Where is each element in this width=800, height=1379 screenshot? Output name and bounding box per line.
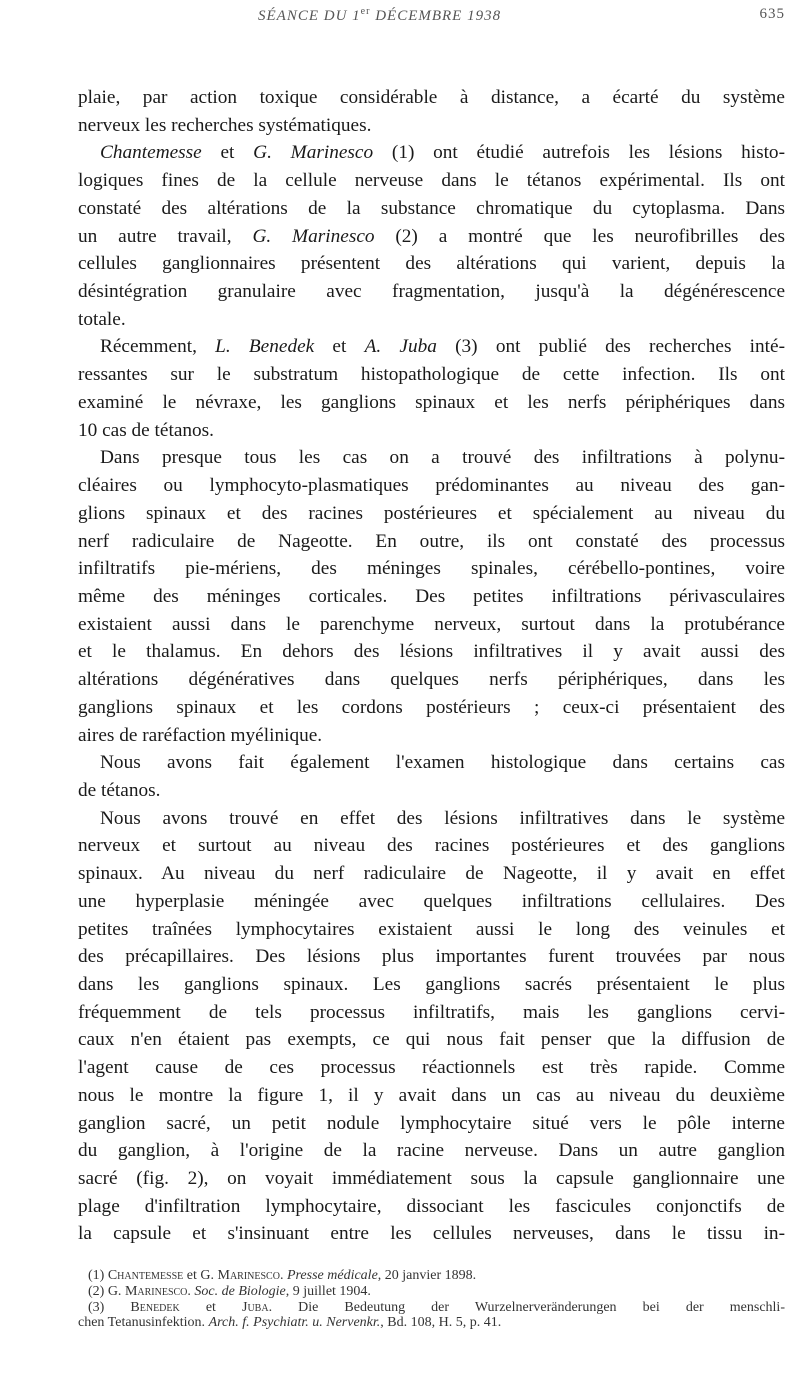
text-line bbox=[78, 555, 785, 583]
text-run: Récemment, bbox=[100, 336, 216, 358]
text-run: (1) ont étudié autrefois les lésions histo- bbox=[373, 142, 785, 164]
text-line bbox=[78, 1054, 785, 1082]
text-run: fréquemment de tels processus infiltratifs, mais les ganglions cervi- bbox=[78, 1001, 785, 1023]
text-line bbox=[78, 333, 785, 361]
text-run: petites traînées lymphocytaires existaient aussi le long des veinules et bbox=[78, 918, 785, 940]
text-run: plaie, par action toxique considérable à distance, a écarté du système bbox=[78, 87, 785, 108]
text-line bbox=[78, 611, 785, 639]
footnote-line bbox=[78, 1268, 785, 1284]
text-line bbox=[78, 749, 785, 777]
italic-run: G. Marinesco bbox=[253, 142, 374, 164]
text-run: (2) G. bbox=[88, 1283, 125, 1299]
text-run: totale. bbox=[78, 308, 126, 330]
text-run: Dans presque tous les cas on a trouvé des infiltrations à polynu- bbox=[100, 447, 785, 469]
text-run: , 9 juillet 1904. bbox=[285, 1283, 371, 1299]
author-name: Marinesco bbox=[217, 1268, 280, 1283]
text-run: (3) bbox=[88, 1299, 131, 1315]
text-line bbox=[78, 250, 785, 278]
body-text bbox=[78, 84, 785, 1248]
footnotes bbox=[78, 1268, 785, 1331]
italic-run: Presse médicale bbox=[286, 1268, 378, 1283]
text-line bbox=[78, 1193, 785, 1221]
running-title-sup: er bbox=[360, 6, 371, 17]
text-line bbox=[78, 167, 785, 195]
footnote-line bbox=[78, 1315, 785, 1331]
text-run: cléaires ou lymphocyto-plasmatiques prédominantes au niveau des gan- bbox=[78, 475, 785, 497]
text-run: et le thalamus. En dehors des lésions infiltratives il y avait aussi des bbox=[78, 641, 785, 663]
italic-run: L. Benedek bbox=[215, 336, 315, 358]
text-line bbox=[78, 805, 785, 833]
italic-run: Chantemesse bbox=[100, 142, 202, 164]
text-run: la capsule et s'insinuant entre les cellules nerveuses, dans le tissu in- bbox=[78, 1223, 785, 1245]
text-run: (1) bbox=[88, 1268, 108, 1283]
text-line bbox=[78, 860, 785, 888]
text-line bbox=[78, 417, 785, 445]
text-run: glions spinaux et des racines postérieures et spécialement au niveau du bbox=[78, 502, 785, 524]
author-name: Juba bbox=[242, 1299, 269, 1315]
text-line bbox=[78, 112, 785, 140]
footnote-line bbox=[78, 1300, 785, 1316]
text-line bbox=[78, 223, 785, 251]
italic-run: Arch. f. Psychiatr. u. Nervenkr. bbox=[208, 1315, 381, 1331]
running-title bbox=[258, 6, 501, 25]
text-run: de tétanos. bbox=[78, 779, 161, 801]
author-name: Chantemesse bbox=[107, 1268, 184, 1283]
text-line bbox=[78, 1026, 785, 1054]
text-run: une hyperplasie méningée avec quelques infiltrations cellulaires. Des bbox=[78, 890, 785, 912]
text-run: et bbox=[314, 336, 365, 358]
text-run: cellules ganglionnaires présentent des altérations qui varient, depuis la bbox=[78, 253, 785, 275]
text-line bbox=[78, 971, 785, 999]
text-run: nerf radiculaire de Nageotte. En outre, ils ont constaté des processus bbox=[78, 530, 785, 552]
text-run: (3) ont publié des recherches inté- bbox=[436, 336, 785, 358]
text-run: . bbox=[187, 1283, 195, 1299]
text-run: et bbox=[179, 1299, 242, 1315]
text-run: aires de raréfaction myélinique. bbox=[78, 724, 323, 746]
text-run: 10 cas de tétanos. bbox=[78, 419, 214, 441]
text-line bbox=[78, 139, 785, 167]
italic-run: G. Marinesco bbox=[252, 225, 375, 247]
text-line bbox=[78, 1165, 785, 1193]
text-line bbox=[78, 444, 785, 472]
text-line bbox=[78, 84, 785, 112]
text-run: désintégration granulaire avec fragmentation, jusqu'à la dégénérescence bbox=[78, 281, 785, 303]
text-line bbox=[78, 1110, 785, 1138]
text-run: sacré (fig. 2), on voyait immédiatement sous la capsule ganglionnaire une bbox=[78, 1168, 785, 1190]
text-run: des précapillaires. Des lésions plus importantes furent trouvées par nous bbox=[78, 946, 785, 968]
text-line bbox=[78, 1082, 785, 1110]
text-run: chen Tetanusinfektion. bbox=[78, 1315, 209, 1331]
text-run: ganglions spinaux et les cordons postérieurs ; ceux-ci présentaient des bbox=[78, 696, 785, 718]
text-run: Nous avons trouvé en effet des lésions infiltratives dans le système bbox=[100, 807, 785, 829]
text-line bbox=[78, 832, 785, 860]
running-header bbox=[0, 6, 785, 30]
text-line bbox=[78, 528, 785, 556]
text-line bbox=[78, 722, 785, 750]
text-run: même des méninges corticales. Des petites infiltrations périvasculaires bbox=[78, 585, 785, 607]
text-line bbox=[78, 888, 785, 916]
author-name: Marinesco bbox=[124, 1283, 188, 1299]
footnote-line bbox=[78, 1284, 785, 1300]
text-line bbox=[78, 916, 785, 944]
text-run: altérations dégénératives dans quelques nerfs périphériques, dans les bbox=[78, 669, 785, 691]
text-run: nerveux et surtout au niveau des racines postérieures et des ganglions bbox=[78, 835, 785, 857]
text-line bbox=[78, 361, 785, 389]
text-line bbox=[78, 389, 785, 417]
text-run: l'agent cause de ces processus réactionnels est très rapide. Comme bbox=[78, 1057, 785, 1079]
text-run: existaient aussi dans le parenchyme nerveux, surtout dans la protubérance bbox=[78, 613, 785, 635]
text-run: . bbox=[279, 1268, 287, 1283]
text-run: Nous avons fait également l'examen histologique dans certains cas bbox=[100, 752, 785, 774]
text-line bbox=[78, 500, 785, 528]
italic-run: A. Juba bbox=[364, 336, 437, 358]
text-line bbox=[78, 943, 785, 971]
text-run: infiltratifs pie-mériens, des méninges spinales, cérébello-pontines, voire bbox=[78, 558, 785, 580]
text-line bbox=[78, 694, 785, 722]
text-run: et G. bbox=[183, 1268, 218, 1283]
text-run: du ganglion, à l'origine de la racine nerveuse. Dans un autre ganglion bbox=[78, 1140, 785, 1162]
running-title-text: SÉANCE DU 1 bbox=[258, 8, 361, 24]
italic-run: Soc. de Biologie bbox=[194, 1283, 286, 1299]
text-line bbox=[78, 278, 785, 306]
text-run: ganglion sacré, un petit nodule lymphocytaire situé vers le pôle interne bbox=[78, 1112, 785, 1134]
text-line bbox=[78, 306, 785, 334]
author-name: Benedek bbox=[130, 1299, 180, 1315]
text-run: nerveux les recherches systématiques. bbox=[78, 114, 372, 136]
text-run: spinaux. Au niveau du nerf radiculaire de Nageotte, il y avait en effet bbox=[78, 863, 785, 885]
text-line bbox=[78, 777, 785, 805]
text-run: nous le montre la figure 1, il y avait dans un cas au niveau du deuxième bbox=[78, 1084, 785, 1106]
text-run: un autre travail, bbox=[78, 225, 253, 247]
text-run: logiques fines de la cellule nerveuse dans le tétanos expérimental. Ils ont bbox=[78, 170, 785, 192]
text-line bbox=[78, 666, 785, 694]
text-line bbox=[78, 999, 785, 1027]
text-line bbox=[78, 195, 785, 223]
text-run: examiné le névraxe, les ganglions spinaux et les nerfs périphériques dans bbox=[78, 391, 785, 413]
text-run: . Die Bedeutung der Wurzelnerveränderungen bei der menschli- bbox=[268, 1299, 785, 1315]
running-title-date: DÉCEMBRE 1938 bbox=[370, 8, 502, 24]
text-line bbox=[78, 1220, 785, 1248]
page-number: 635 bbox=[759, 6, 785, 22]
text-run: plage d'infiltration lymphocytaire, dissociant les fascicules conjonctifs de bbox=[78, 1195, 785, 1217]
text-run: (2) a montré que les neurofibrilles des bbox=[374, 225, 785, 247]
text-line bbox=[78, 638, 785, 666]
text-line bbox=[78, 1137, 785, 1165]
text-line bbox=[78, 472, 785, 500]
text-run: caux n'en étaient pas exempts, ce qui nous fait penser que la diffusion de bbox=[78, 1029, 785, 1051]
text-line bbox=[78, 583, 785, 611]
text-run: dans les ganglions spinaux. Les ganglions sacrés présentaient le plus bbox=[78, 974, 785, 995]
text-run: et bbox=[201, 142, 254, 164]
text-run: ressantes sur le substratum histopathologique de cette infection. Ils ont bbox=[78, 364, 785, 386]
text-run: constaté des altérations de la substance chromatique du cytoplasma. Dans bbox=[78, 197, 785, 219]
text-run: , 20 janvier 1898. bbox=[377, 1268, 477, 1283]
text-run: , Bd. 108, H. 5, p. 41. bbox=[380, 1315, 502, 1331]
